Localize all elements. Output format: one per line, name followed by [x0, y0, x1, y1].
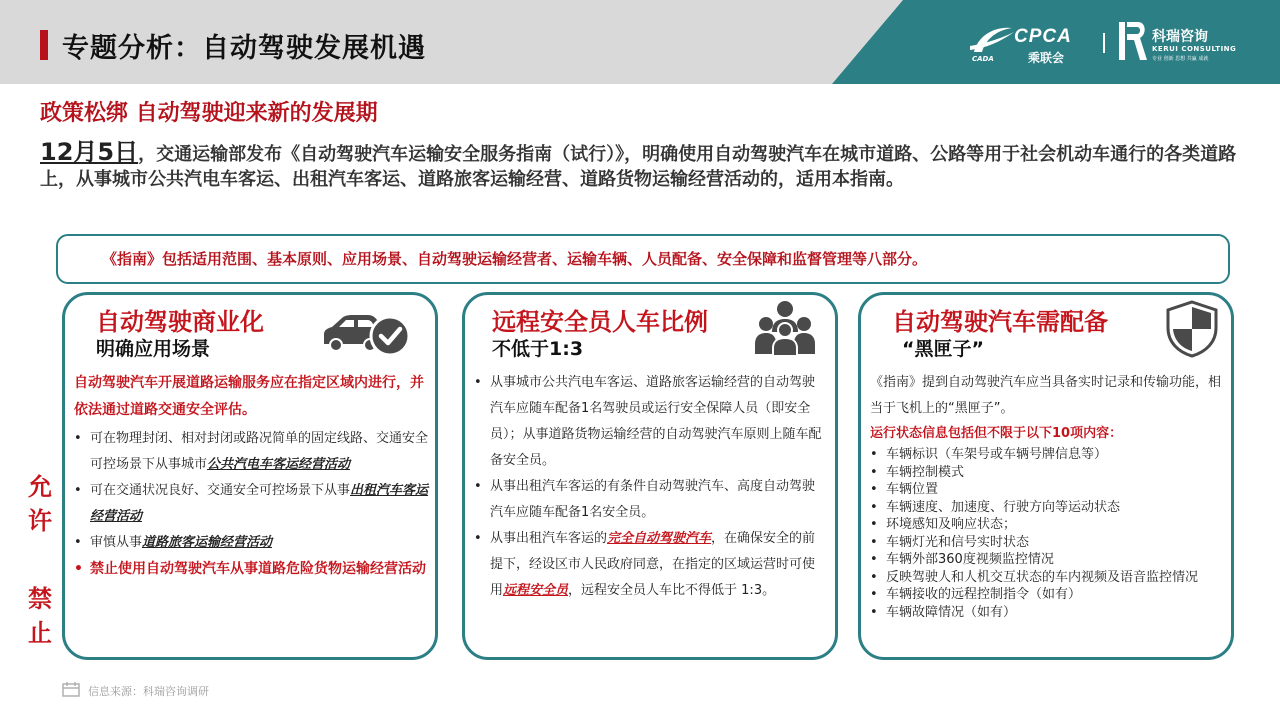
intro-date: 12月5日 — [40, 138, 139, 166]
page-title: 专题分析：自动驾驶发展机遇 — [62, 33, 426, 64]
card1-b1-highlight: 公共汽电车客运经营活动 — [207, 457, 351, 472]
list-item: • 车辆位置 — [870, 481, 1224, 499]
list-item: • 车辆速度、加速度、行驶方向等运动状态 — [870, 499, 1224, 517]
card2-title: 远程安全员人车比例 — [492, 308, 708, 336]
card1-b3-highlight: 道路旅客运输经营活动 — [142, 535, 273, 550]
list-item: • 车辆标识（车架号或车辆号牌信息等） — [870, 446, 1224, 464]
list-item — [474, 526, 826, 604]
logo-divider — [1103, 33, 1105, 53]
kerui-cn-name: 科瑞咨询 — [1152, 29, 1208, 45]
card2-list — [474, 370, 826, 604]
list-item: • 环境感知及响应状态； — [870, 516, 1224, 534]
card1-lead: 自动驾驶汽车开展道路运输服务应在指定区域内进行，并依法通过道路交通安全评估。 — [74, 375, 424, 418]
list-item — [74, 426, 430, 478]
list-item — [74, 478, 430, 530]
side-label-forbid: 禁止 — [28, 585, 52, 647]
summary-box — [56, 234, 1230, 284]
card3-list — [870, 446, 1224, 621]
car-check-icon — [320, 310, 412, 358]
cpca-logo — [968, 22, 1090, 66]
card1-b2-highlight: 出租汽车客运经营活动 — [90, 483, 429, 524]
list-item — [74, 530, 430, 556]
card3-title: 自动驾驶汽车需配备 — [892, 308, 1108, 336]
card2-b3-highlight1: 完全自动驾驶汽车 — [607, 531, 712, 546]
calendar-icon — [62, 681, 80, 697]
list-item: • 车辆控制模式 — [870, 464, 1224, 482]
card1-b1-text: 可在物理封闭、相对封闭或路况简单的固定线路、交通安全可控场景下从事城市 — [90, 431, 429, 472]
summary-text: 《指南》包括适用范围、基本原则、应用场景、自动驾驶运输经营者、运输车辆、人员配备、安全保障和监督管理等八部分。 — [102, 250, 928, 268]
list-item — [74, 556, 430, 582]
card1-subtitle: 明确应用场景 — [96, 338, 211, 360]
title-accent-bar — [40, 30, 48, 60]
card1-b2-text: 可在交通状况良好、交通安全可控场景下从事 — [90, 483, 351, 498]
card1-list — [74, 426, 430, 582]
intro-paragraph — [40, 140, 1240, 192]
card1-title: 自动驾驶商业化 — [96, 308, 264, 336]
card3-subtitle: “黑匣子” — [902, 338, 984, 360]
card2-b1-text: 从事城市公共汽电车客运、道路旅客运输经营的自动驾驶汽车应随车配备1名驾驶员或运行安全保障人员（即安全员）；从事道路货物运输经营的自动驾驶汽车原则上随车配备安全员。 — [490, 375, 822, 468]
kerui-k-icon — [1116, 20, 1148, 62]
card2-b3-mid: ，在确保安全的前提下，经设区市人民政府同意，在指定的区域运营时可使用 — [490, 531, 816, 598]
card2-b2-text: 从事出租汽车客运的有条件自动驾驶汽车、高度自动驾驶汽车应随车配备1名安全员。 — [490, 479, 816, 520]
source-note: 信息来源：科瑞咨询调研 — [88, 685, 209, 698]
shield-icon — [1166, 300, 1218, 358]
cpca-cn-name: 乘联会 — [1028, 51, 1065, 65]
intro-text: ，交通运输部发布《自动驾驶汽车运输安全服务指南（试行）》，明确使用自动驾驶汽车在城市道路、公路等用于社会机动车通行的各类道路上，从事城市公共汽电车客运、出租汽车客运、道路旅客运输经营、道路货物运输经营活动的，适用本指南。 — [40, 144, 1237, 190]
kerui-tagline: 专业 创新 思想 共赢 成就 — [1152, 56, 1209, 62]
card3-intro: 《指南》提到自动驾驶汽车应当具备实时记录和传输功能，相当于飞机上的“黑匣子”。 — [870, 375, 1222, 416]
list-item — [474, 370, 826, 474]
kerui-en-name: KERUI CONSULTING — [1152, 45, 1237, 53]
cpca-small-text: CADA — [972, 55, 994, 63]
card2-subtitle: 不低于1:3 — [492, 338, 584, 360]
header-bar — [0, 0, 1280, 84]
side-label-allow: 允许 — [28, 473, 52, 535]
cpca-abbr: CPCA — [1014, 26, 1072, 47]
list-item: • 反映驾驶人和人机交互状态的车内视频及语音监控情况 — [870, 569, 1224, 587]
card1-b3-text: 审慎从事 — [90, 535, 143, 550]
section-subtitle: 政策松绑 自动驾驶迎来新的发展期 — [40, 101, 378, 126]
card3-list-title: 运行状态信息包括但不限于以下10项内容： — [870, 426, 1123, 441]
list-item: • 车辆外部360度视频监控情况 — [870, 551, 1224, 569]
list-item: • 车辆故障情况（如有） — [870, 604, 1224, 622]
card1-b4-text: 禁止使用自动驾驶汽车从事道路危险货物运输经营活动 — [90, 561, 426, 577]
kerui-logo — [1116, 20, 1256, 66]
list-item: • 车辆灯光和信号实时状态 — [870, 534, 1224, 552]
card2-b3-post: ，远程安全员人车比不得低于 1:3。 — [568, 583, 776, 598]
list-item — [474, 474, 826, 526]
card2-b3-highlight2: 远程安全员 — [503, 583, 569, 598]
list-item: • 车辆接收的远程控制指令（如有） — [870, 586, 1224, 604]
card2-b3-text: 从事出租汽车客运的 — [490, 531, 608, 546]
people-group-icon — [754, 300, 816, 356]
